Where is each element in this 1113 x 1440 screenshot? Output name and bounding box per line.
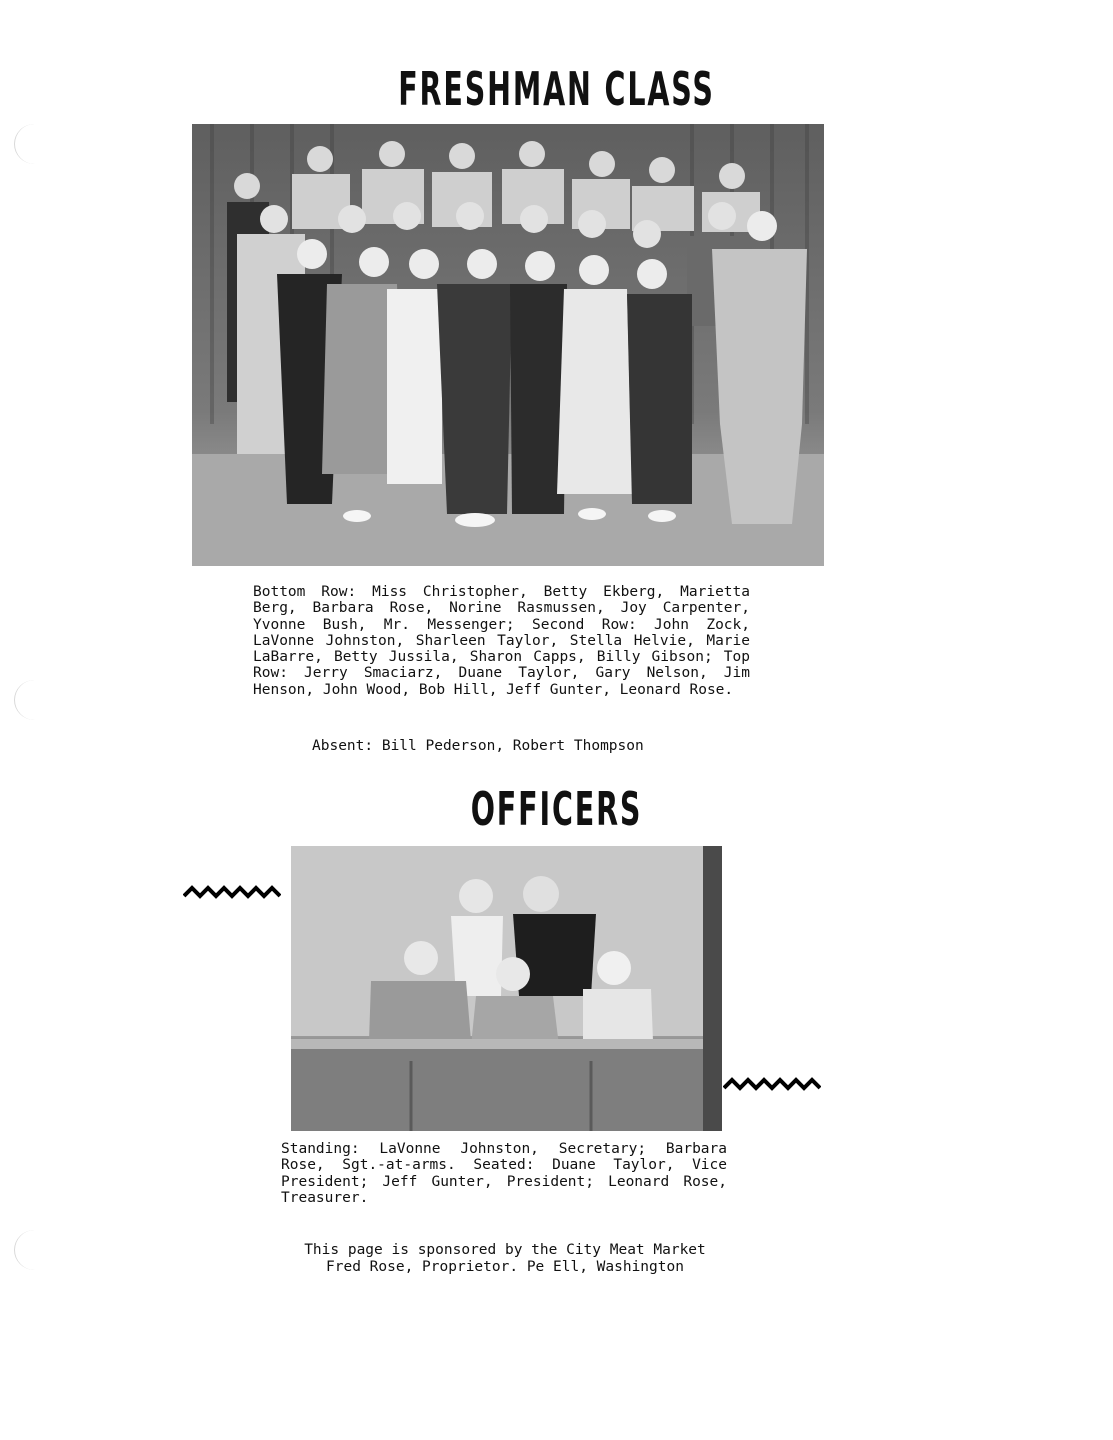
sponsor-line-2: Fred Rose, Proprietor. Pe Ell, Washington: [326, 1258, 684, 1275]
officers-photo: [291, 846, 722, 1131]
scan-mark: [14, 680, 55, 720]
class-photo: [192, 124, 824, 566]
sponsor-note: [260, 1242, 750, 1275]
class-photo-caption: Bottom Row: Miss Christopher, Betty Ekberg, Marietta Berg, Barbara Rose, Norine Rasmussen, Joy Carpenter, Yvonne Bush, Mr. Messenger; Second Row: John Zock, LaVonne Johnston, Sharleen Taylor, Stella Helvie, Marie LaBarre, Betty Jussila, Sharon Capps, Billy Gibson; Top Row: Jerry Smaciarz, Duane Taylor, Gary Nelson, Jim Henson, John Wood, Bob Hill, Jeff Gunter, Leonard Rose.: [253, 584, 750, 698]
scan-mark: [14, 124, 55, 164]
absent-note: Absent: Bill Pederson, Robert Thompson: [312, 738, 644, 754]
zigzag-decoration-left: [183, 884, 281, 900]
officers-photo-illustration: [291, 846, 722, 1131]
zigzag-decoration-right: [723, 1076, 821, 1092]
sponsor-line-1: This page is sponsored by the City Meat Market: [304, 1242, 706, 1258]
class-photo-illustration: [192, 124, 824, 566]
scan-mark: [14, 1230, 55, 1270]
officers-title: OFFICERS: [470, 782, 643, 836]
freshman-class-title: FRESHMAN CLASS: [398, 62, 715, 116]
officers-photo-caption: Standing: LaVonne Johnston, Secretary; Barbara Rose, Sgt.-at-arms. Seated: Duane Taylor, Vice President; Jeff Gunter, President; Leonard Rose, Treasurer.: [281, 1141, 727, 1206]
